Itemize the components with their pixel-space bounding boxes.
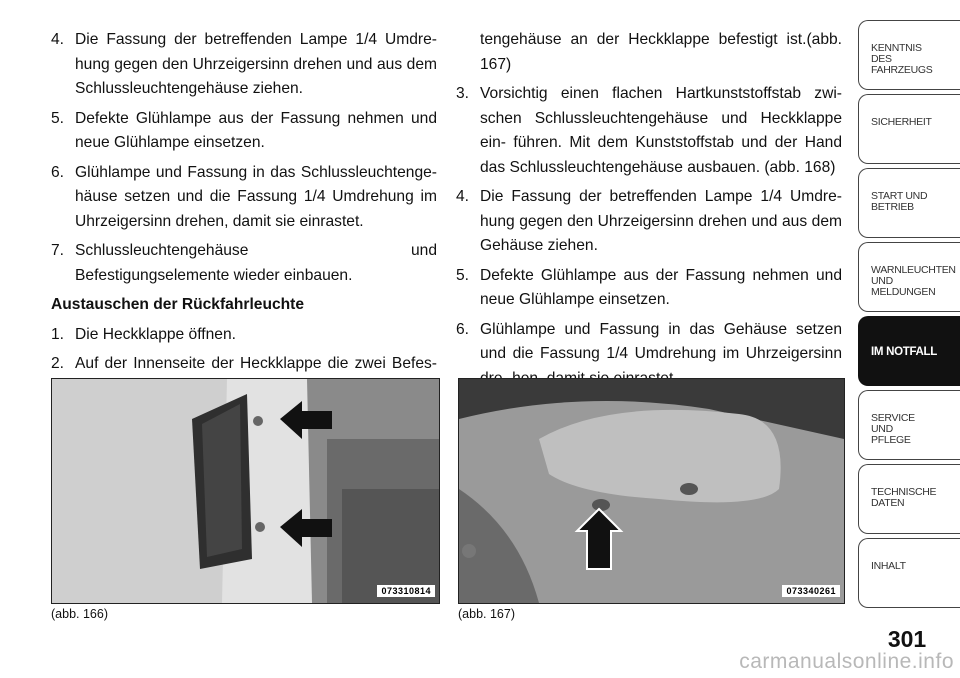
figure-caption: (abb. 166) [51, 607, 108, 621]
list-number: 7. [51, 242, 65, 259]
list-number: 5. [456, 266, 470, 284]
list-text: Schlussleuchtengehäuse und Befestigungselemente wieder einbauen. [75, 242, 437, 284]
left-text-column [51, 28, 437, 431]
list-number: 1. [51, 325, 65, 343]
tab-kenntnis-des-fahrzeugs[interactable]: KENNTNIS DES FAHRZEUGS [858, 20, 960, 90]
list-text: Glühlampe und Fassung in das Schlussleuchtenge- häuse setzen und die Fassung 1/4 Umdrehung im Uhrzeigersinn drehen, damit sie einrastet. [75, 163, 437, 230]
list-number: 6. [51, 163, 65, 181]
list-item [51, 323, 437, 348]
list-number: 4. [51, 31, 65, 48]
list-text: Die Fassung der betreffenden Lampe 1/4 Umdre- hung gegen den Uhrzeigersinn drehen und aus dem Gehäuse ziehen. [480, 188, 842, 254]
list-text: Vorsichtig einen flachen Hartkunststoffstab zwi- schen Schlussleuchtengehäuse und Heckklappe ein- führen. Mit dem Kunststoffstab und der Hand das Schlussleuchtengehäuse ausbauen. (abb. 168) [480, 85, 842, 176]
list-text: Defekte Glühlampe aus der Fassung nehmen und neue Glühlampe einsetzen. [75, 109, 437, 151]
tail-lamp-illustration [52, 379, 439, 603]
tab-sicherheit[interactable]: SICHERHEIT [858, 94, 960, 164]
list-number: 6. [456, 320, 470, 338]
list-text: Defekte Glühlampe aus der Fassung nehmen und neue Glühlampe einsetzen. [480, 266, 842, 308]
right-text-column [456, 28, 842, 396]
figure-code: 073310814 [377, 585, 435, 597]
list-item [456, 82, 842, 180]
tab-start-und-betrieb[interactable]: START UND BETRIEB [858, 168, 960, 238]
section-heading: Austauschen der Rückfahrleuchte [51, 296, 305, 313]
watermark: carmanualsonline.info [739, 650, 954, 673]
fastener-illustration [459, 379, 844, 603]
continued-text: tengehäuse an der Heckklappe befestigt ist.(abb. 167) [480, 31, 842, 73]
list-text: Die Heckklappe öffnen. [75, 325, 236, 343]
list-item [456, 264, 842, 313]
list-item [51, 239, 437, 288]
tab-service-und-pflege[interactable]: SERVICE UND PFLEGE [858, 390, 960, 460]
list-number: 4. [456, 188, 470, 205]
list-item [456, 185, 842, 259]
tab-inhalt[interactable]: INHALT [858, 538, 960, 608]
list-item [51, 28, 437, 102]
list-text: Die Fassung der betreffenden Lampe 1/4 Umdre- hung gegen den Uhrzeigersinn drehen und aus dem Schlussleuchtengehäuse ziehen. [75, 31, 437, 97]
list-text: Auf der Innenseite der Heckklappe die zwei Befes- [75, 355, 437, 372]
list-item [51, 107, 437, 156]
figure-tail-lamp-image [51, 378, 440, 604]
tab-warnleuchten-und-meldungen[interactable]: WARNLEUCHTEN UND MELDUNGEN [858, 242, 960, 312]
list-item [51, 161, 437, 235]
list-text: Glühlampe und Fassung in das Gehäuse setzen und die Fassung 1/4 Umdrehung im Uhrzeigersinn [480, 320, 842, 362]
figure-code: 073340261 [782, 585, 840, 597]
list-number: 3. [456, 85, 470, 102]
page-number: 301 [887, 626, 927, 652]
chapter-tabs [858, 20, 960, 612]
figure-caption: (abb. 167) [458, 607, 515, 621]
list-number: 5. [51, 109, 65, 127]
list-number: 2. [51, 355, 65, 372]
figure-fastener-image [458, 378, 845, 604]
tab-technische-daten[interactable]: TECHNISCHE DATEN [858, 464, 960, 534]
tab-im-notfall[interactable]: IM NOTFALL [858, 316, 960, 386]
